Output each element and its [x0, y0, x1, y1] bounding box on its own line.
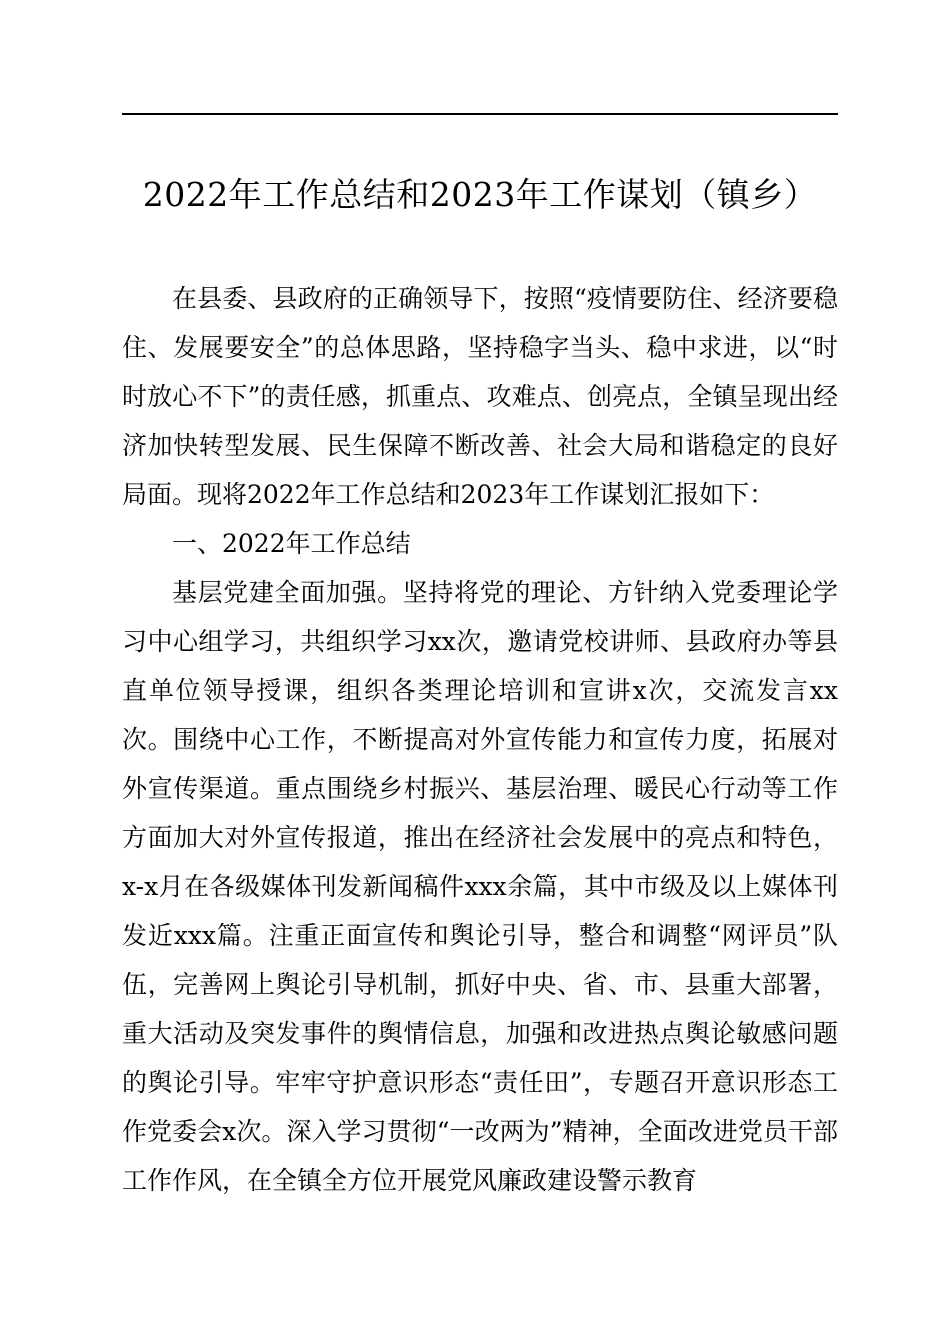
document-body	[122, 274, 838, 1205]
section-paragraph: 基层党建全面加强。坚持将党的理论、方针纳入党委理论学习中心组学习，共组织学习xx次，邀请党校讲师、县政府办等县直单位领导授课，组织各类理论培训和宣讲x次，交流发言xx次。围绕中心工作，不断提高对外宣传能力和宣传力度，拓展对外宣传渠道。重点围绕乡村振兴、基层治理、暖民心行动等工作方面加大对外宣传报道，推出在经济社会发展中的亮点和特色，x-x月在各级媒体刊发新闻稿件xxx余篇，其中市级及以上媒体刊发近xxx篇。注重正面宣传和舆论引导，整合和调整“网评员”队伍，完善网上舆论引导机制，抓好中央、省、市、县重大部署，重大活动及突发事件的舆情信息，加强和改进热点舆论敏感问题的舆论引导。牢牢守护意识形态“责任田”，专题召开意识形态工作党委会x次。深入学习贯彻“一改两为”精神，全面改进党员干部工作作风，在全镇全方位开展党风廉政建设警示教育	[122, 578, 838, 1195]
section-heading: 一、2022年工作总结	[172, 529, 411, 558]
document-title: 2022年工作总结和2023年工作谋划（镇乡）	[142, 175, 818, 214]
intro-paragraph: 在县委、县政府的正确领导下，按照“疫情要防住、经济要稳住、发展要安全”的总体思路，坚持稳字当头、稳中求进，以“时时放心不下”的责任感，抓重点、攻难点、创亮点，全镇呈现出经济加快转型发展、民生保障不断改善、社会大局和谐稳定的良好局面。现将2022年工作总结和2023年工作谋划汇报如下：	[122, 284, 838, 509]
header-rule	[122, 113, 838, 115]
